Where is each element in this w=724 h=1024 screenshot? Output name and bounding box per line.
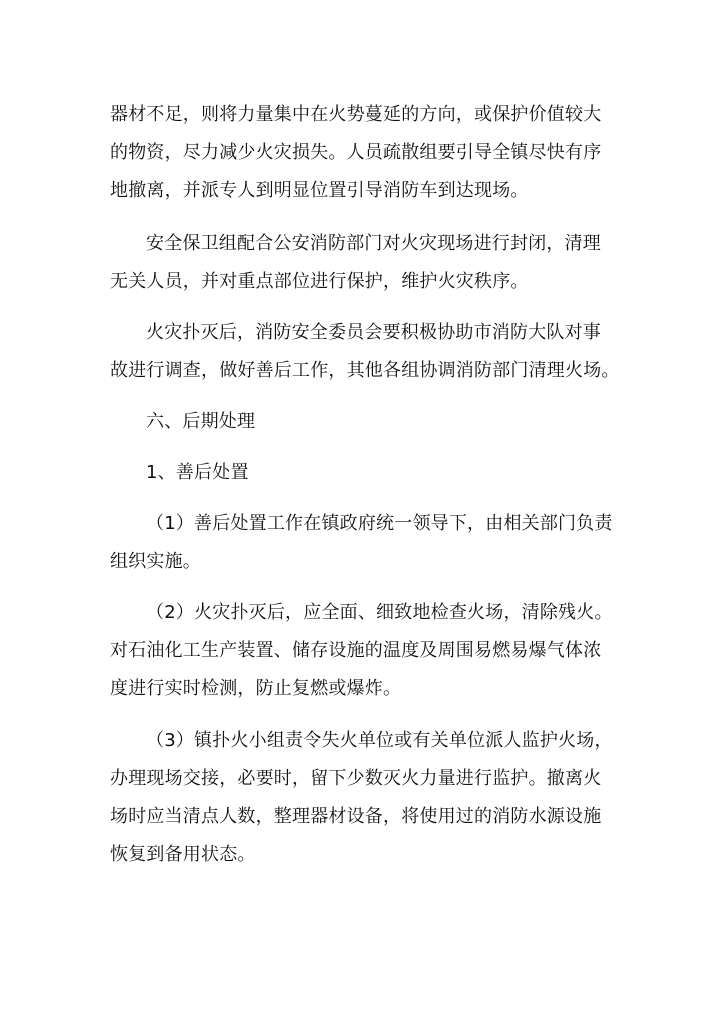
text-line: 度进行实时检测，防止复燃或爆炸。: [110, 678, 402, 699]
text-line: 对石油化工生产装置、储存设施的温度及周围易燃易爆气体浓: [110, 640, 602, 661]
text-line: 故进行调查，做好善后工作，其他各组协调消防部门清理火场。: [110, 360, 620, 381]
text-line: 器材不足，则将力量集中在火势蔓延的方向，或保护价值较大: [110, 104, 602, 125]
text-line: （1）善后处置工作在镇政府统一领导下，由相关部门负责: [146, 513, 613, 534]
text-line: 办理现场交接，必要时，留下少数灭火力量进行监护。撤离火: [110, 768, 602, 789]
text-line: （2）火灾扑灭后，应全面、细致地检查火场，清除残火。: [146, 602, 613, 623]
text-line: 场时应当清点人数，整理器材设备，将使用过的消防水源设施: [110, 806, 602, 827]
text-line: 无关人员，并对重点部位进行保护，维护火灾秩序。: [110, 271, 529, 292]
text-line: （3）镇扑火小组责令失火单位或有关单位派人监护火场，: [146, 730, 613, 751]
text-line: 恢复到备用状态。: [110, 844, 256, 865]
section-heading: 六、后期处理: [146, 411, 256, 432]
text-line: 组织实施。: [110, 551, 201, 572]
text-line: 地撤离，并派专人到明显位置引导消防车到达现场。: [110, 180, 529, 201]
text-line: 的物资，尽力减少火灾损失。人员疏散组要引导全镇尽快有序: [110, 142, 602, 163]
text-line: 火灾扑灭后，消防安全委员会要积极协助市消防大队对事: [146, 322, 601, 343]
subsection-heading: 1、善后处置: [146, 462, 249, 483]
text-line: 安全保卫组配合公安消防部门对火灾现场进行封闭，清理: [146, 233, 601, 254]
